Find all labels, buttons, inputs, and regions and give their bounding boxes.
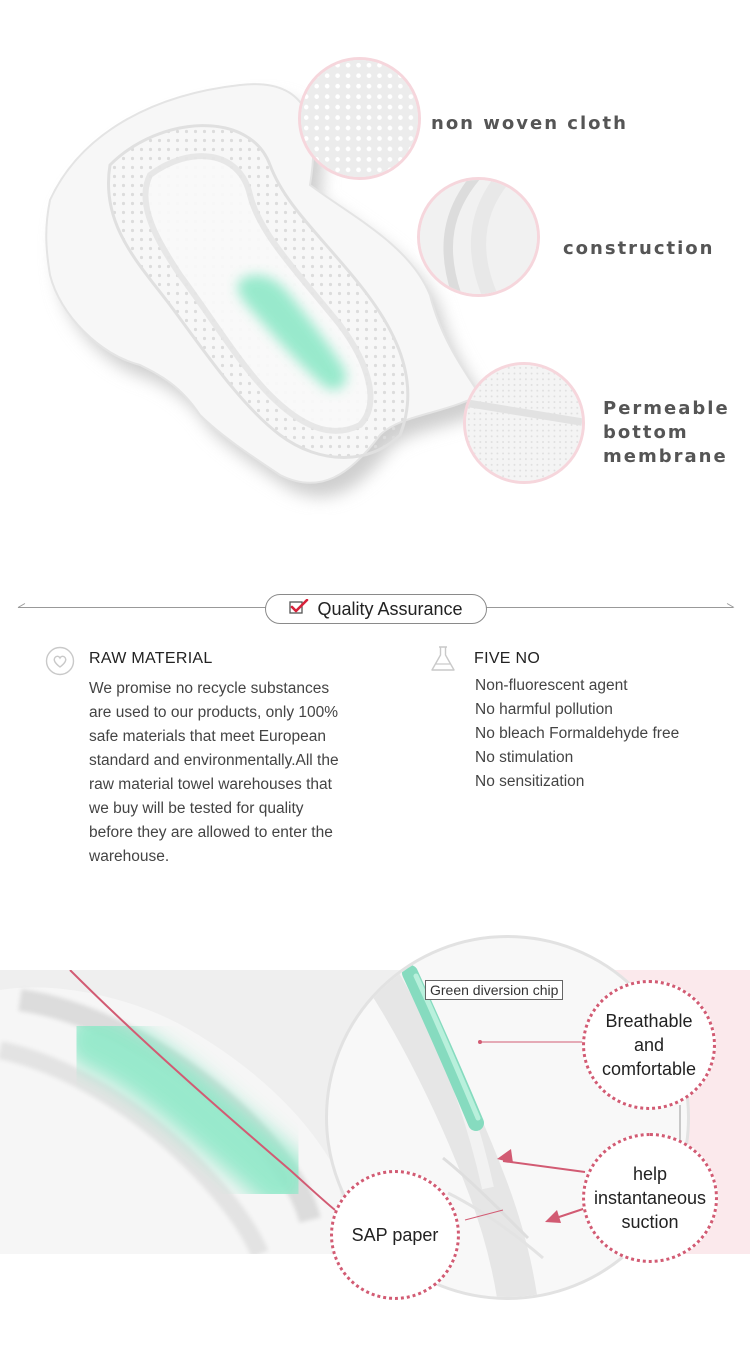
non-woven-label: non woven cloth — [431, 113, 628, 134]
heart-icon — [45, 646, 75, 681]
five-no-item: No harmful pollution — [475, 701, 613, 718]
breathable-line2: and — [633, 1035, 665, 1055]
membrane-label — [603, 397, 730, 469]
raw-material-line: raw material towel warehouses that — [89, 776, 332, 793]
raw-material-line: standard and environmentally.All the — [89, 752, 339, 769]
raw-material-line: are used to our products, only 100% — [89, 704, 339, 721]
raw-material-text — [89, 677, 379, 869]
suction-bubble — [582, 1133, 718, 1263]
quality-assurance-badge — [265, 594, 487, 624]
raw-material-line: safe materials that meet European — [89, 728, 326, 745]
sap-paper-label: SAP paper — [351, 1225, 439, 1245]
membrane-label-line3: membrane — [603, 446, 728, 467]
suction-line3: suction — [621, 1212, 679, 1232]
raw-material-heading: RAW MATERIAL — [89, 650, 213, 667]
five-no-item: No bleach Formaldehyde free — [475, 725, 680, 742]
membrane-label-line1: Permeable — [603, 398, 730, 419]
breathable-bubble — [582, 980, 716, 1110]
raw-material-line: before they are allowed to enter the — [89, 824, 333, 841]
sap-paper-bubble — [330, 1170, 460, 1300]
green-diversion-chip-label: Green diversion chip — [425, 980, 563, 1000]
five-no-heading: FIVE NO — [474, 650, 541, 667]
sanitary-pad-illustration — [20, 55, 500, 515]
raw-material-line: We promise no recycle substances — [89, 680, 330, 697]
raw-material-line: warehouse. — [89, 848, 170, 865]
five-no-item: No sensitization — [475, 773, 585, 790]
non-woven-zoom-circle — [298, 57, 421, 180]
divider-left — [18, 607, 266, 608]
suction-line1: help — [632, 1164, 668, 1184]
five-no-item: Non-fluorescent agent — [475, 677, 628, 694]
raw-material-line: we buy will be tested for quality — [89, 800, 304, 817]
membrane-zoom-circle — [463, 362, 585, 484]
suction-line2: instantaneous — [593, 1188, 707, 1208]
checkmark-icon — [289, 599, 309, 620]
membrane-label-line2: bottom — [603, 422, 689, 443]
divider-right — [485, 607, 733, 608]
five-no-item: No stimulation — [475, 749, 574, 766]
construction-label: construction — [563, 238, 715, 259]
quality-assurance-title: Quality Assurance — [317, 598, 463, 619]
five-no-list — [475, 674, 735, 794]
breathable-line3: comfortable — [601, 1059, 697, 1079]
flask-icon — [428, 644, 458, 679]
construction-zoom-circle — [417, 177, 540, 297]
breathable-line1: Breathable — [605, 1011, 693, 1031]
